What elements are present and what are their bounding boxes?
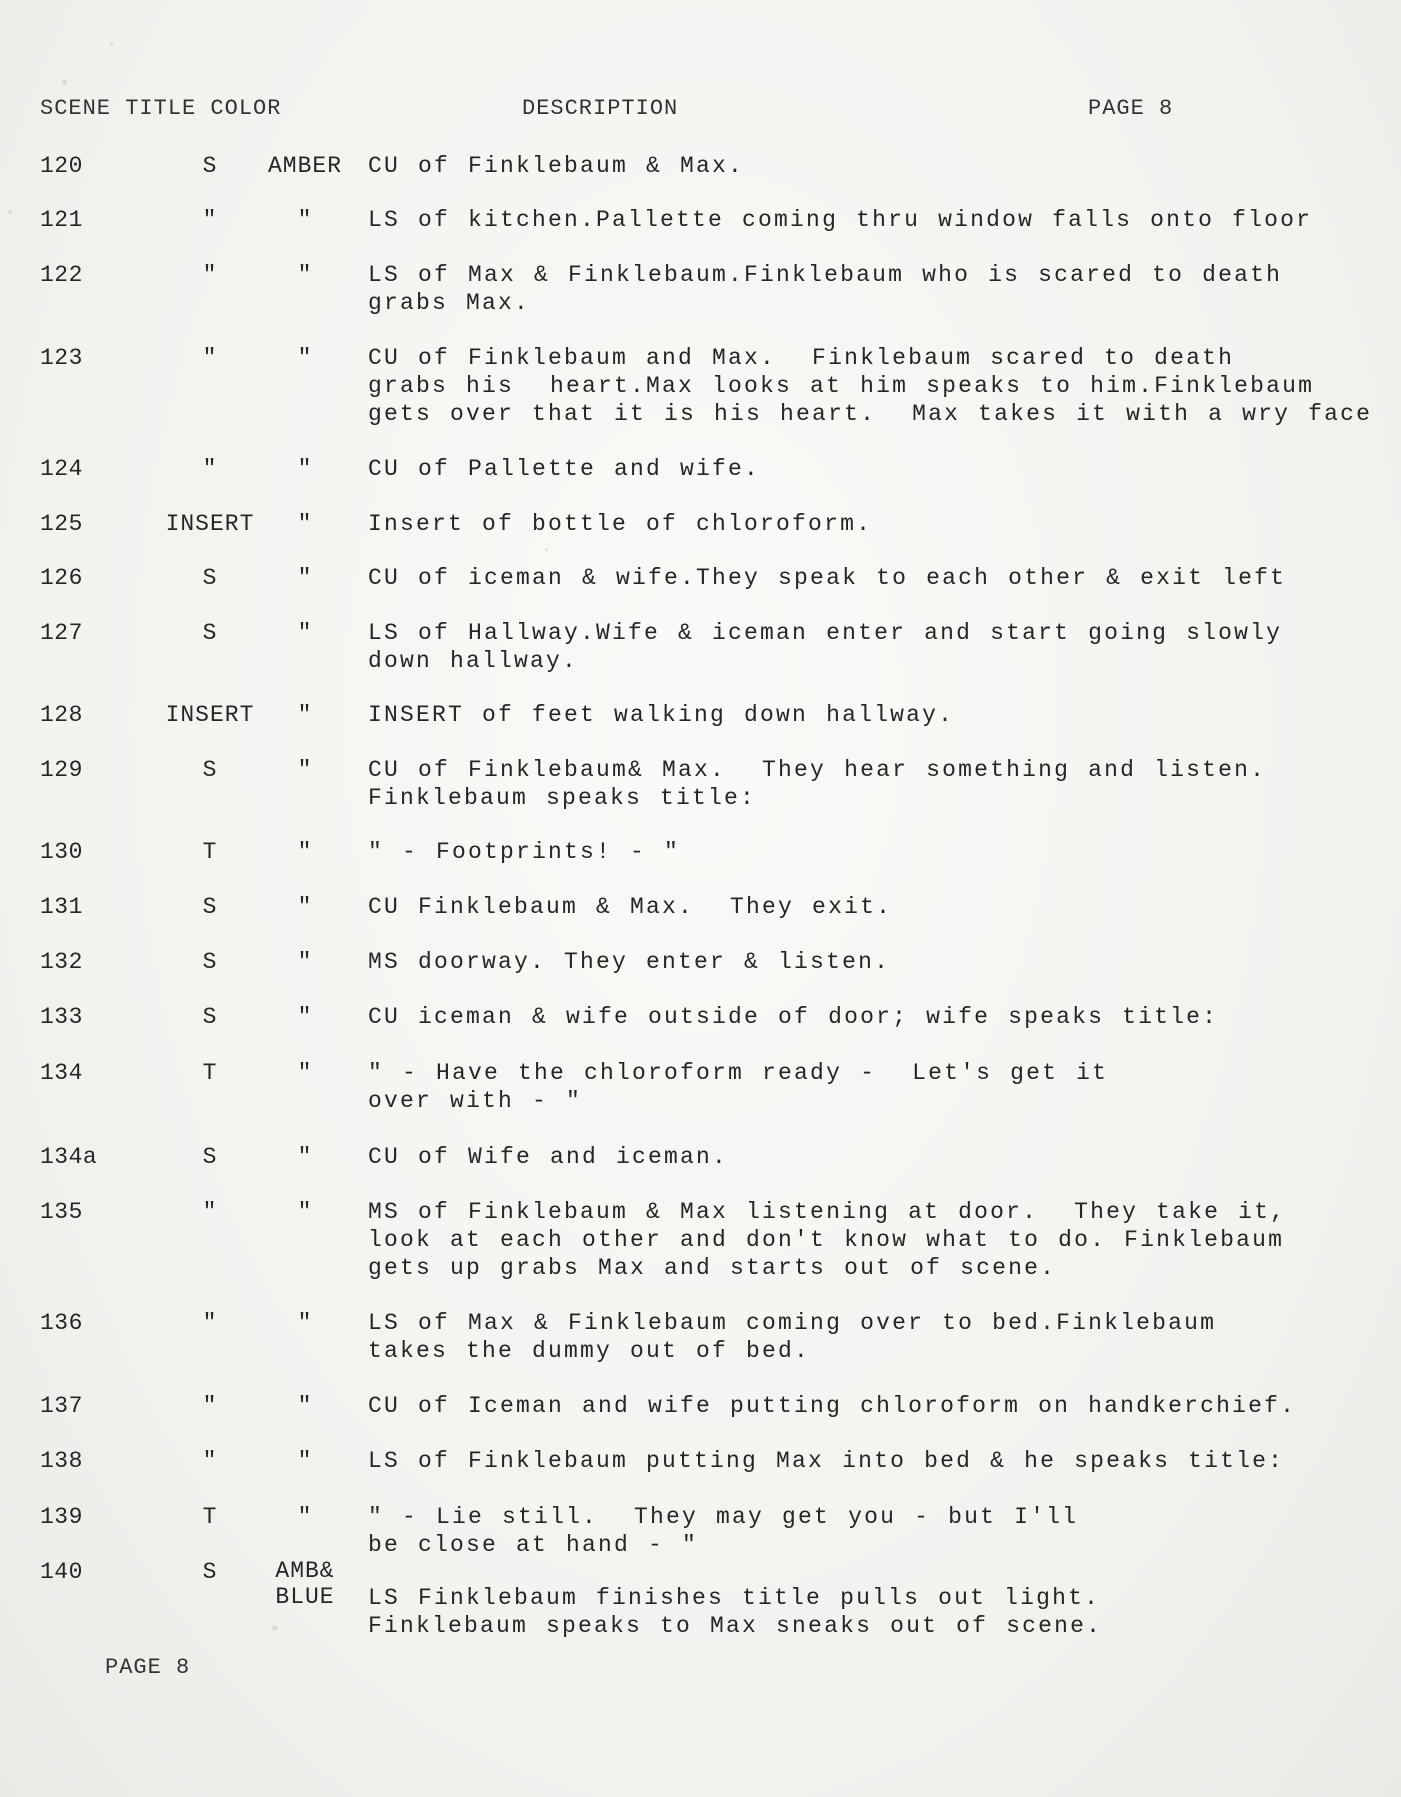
page-number-header: PAGE 8 [1088, 96, 1174, 121]
scene-number: 123 [40, 345, 83, 371]
scene-number: 131 [40, 894, 83, 920]
scene-number: 135 [40, 1199, 83, 1225]
scene-number: 120 [40, 153, 83, 179]
tint-color: " [297, 620, 313, 646]
title-code: " [202, 345, 218, 371]
title-code: S [202, 757, 218, 783]
paper-speck [110, 42, 113, 45]
scene-number: 124 [40, 456, 83, 482]
tint-color: " [297, 345, 313, 371]
scene-number: 134a [40, 1144, 98, 1170]
tint-color: " [297, 1310, 313, 1336]
title-code: S [202, 153, 218, 179]
title-code: S [202, 565, 218, 591]
scene-number: 129 [40, 757, 83, 783]
tint-color: AMBER [267, 153, 342, 179]
scene-description: Insert of bottle of chloroform. [368, 511, 873, 537]
tint-color: " [297, 207, 313, 233]
scene-number: 130 [40, 839, 83, 865]
scene-number: 138 [40, 1448, 83, 1474]
scene-number: 127 [40, 620, 83, 646]
tint-color: " [297, 1393, 313, 1419]
scene-number: 122 [40, 262, 83, 288]
scene-description: CU of Finklebaum& Max. They hear something and listen. Finklebaum speaks title: [368, 757, 1267, 811]
scene-number: 137 [40, 1393, 83, 1419]
tint-color: " [297, 456, 313, 482]
title-code: S [202, 1144, 218, 1170]
scene-number: 126 [40, 565, 83, 591]
scene-description: INSERT of feet walking down hallway. [368, 702, 955, 728]
title-code: S [202, 1004, 218, 1030]
scene-number: 139 [40, 1504, 83, 1530]
tint-color: " [297, 949, 313, 975]
title-code: S [202, 620, 218, 646]
scene-description: CU iceman & wife outside of door; wife speaks title: [368, 1004, 1219, 1030]
scene-description: CU Finklebaum & Max. They exit. [368, 894, 893, 920]
title-code: S [202, 949, 218, 975]
scene-description: LS of Max & Finklebaum coming over to bed.Finklebaum takes the dummy out of bed. [368, 1310, 1217, 1364]
scene-description: LS of Finklebaum putting Max into bed & he speaks title: [368, 1448, 1285, 1474]
title-code: T [202, 1060, 218, 1086]
scene-number: 136 [40, 1310, 83, 1336]
title-code: " [202, 1310, 218, 1336]
scene-number: 121 [40, 207, 83, 233]
tint-color: " [297, 1199, 313, 1225]
tint-color: " [297, 894, 313, 920]
paper-speck [8, 210, 12, 214]
title-code: " [202, 456, 218, 482]
tint-color: " [297, 757, 313, 783]
scene-description: LS of kitchen.Pallette coming thru window falls onto floor [368, 207, 1313, 233]
scene-number: 134 [40, 1060, 83, 1086]
title-code: INSERT [165, 702, 255, 728]
title-code: " [202, 1393, 218, 1419]
scene-description: CU of Finklebaum & Max. [368, 153, 745, 179]
title-code: " [202, 1199, 218, 1225]
scene-number: 132 [40, 949, 83, 975]
column-header-description: DESCRIPTION [522, 96, 679, 121]
tint-color: " [297, 1004, 313, 1030]
title-code: " [202, 1448, 218, 1474]
scene-number: 140 [40, 1559, 83, 1585]
tint-color: " [297, 262, 313, 288]
paper-speck [62, 80, 67, 85]
paper-speck [272, 1625, 278, 1631]
scene-description: " - Lie still. They may get you - but I'll be close at hand - " [368, 1504, 1079, 1558]
scene-description: CU of Iceman and wife putting chloroform on handkerchief. [368, 1393, 1297, 1419]
column-header-scene-title-color: SCENE TITLE COLOR [40, 96, 282, 121]
tint-color: " [297, 1448, 313, 1474]
paper-speck [545, 548, 548, 551]
tint-color: " [297, 702, 313, 728]
tint-color: " [297, 839, 313, 865]
scene-description: CU of Wife and iceman. [368, 1144, 729, 1170]
tint-color: " [297, 1504, 313, 1530]
scene-description: " - Footprints! - " [368, 839, 681, 865]
scene-description: CU of Pallette and wife. [368, 456, 761, 482]
scene-description: LS Finklebaum finishes title pulls out light. Finklebaum speaks to Max sneaks out of scene. [368, 1585, 1103, 1639]
title-code: " [202, 262, 218, 288]
tint-color: " [297, 1144, 313, 1170]
scene-description: LS of Max & Finklebaum.Finklebaum who is scared to death grabs Max. [368, 262, 1283, 316]
page-number-footer: PAGE 8 [105, 1655, 191, 1680]
tint-color: " [297, 565, 313, 591]
scene-number: 133 [40, 1004, 83, 1030]
tint-color: AMB& BLUE [275, 1558, 335, 1610]
title-code: " [202, 207, 218, 233]
scene-description: MS doorway. They enter & listen. [368, 949, 891, 975]
scene-description: LS of Hallway.Wife & iceman enter and start going slowly down hallway. [368, 620, 1283, 674]
tint-color: " [297, 511, 313, 537]
scene-number: 128 [40, 702, 83, 728]
scene-description: CU of iceman & wife.They speak to each other & exit left [368, 565, 1287, 591]
title-code: T [202, 839, 218, 865]
scene-description: CU of Finklebaum and Max. Finklebaum scared to death grabs his heart.Max looks at him speaks to him.Finklebaum gets over that it is his heart. Max takes it with a wry face [368, 345, 1373, 427]
title-code: T [202, 1504, 218, 1530]
title-code: S [202, 894, 218, 920]
scene-description: MS of Finklebaum & Max listening at door. They take it, look at each other and don't know what to do. Finklebaum gets up grabs Max and starts out of scene. [368, 1199, 1287, 1281]
title-code: S [202, 1559, 218, 1585]
scene-description: " - Have the chloroform ready - Let's get it over with - " [368, 1060, 1109, 1114]
scene-number: 125 [40, 511, 83, 537]
title-code: INSERT [165, 511, 255, 537]
tint-color: " [297, 1060, 313, 1086]
